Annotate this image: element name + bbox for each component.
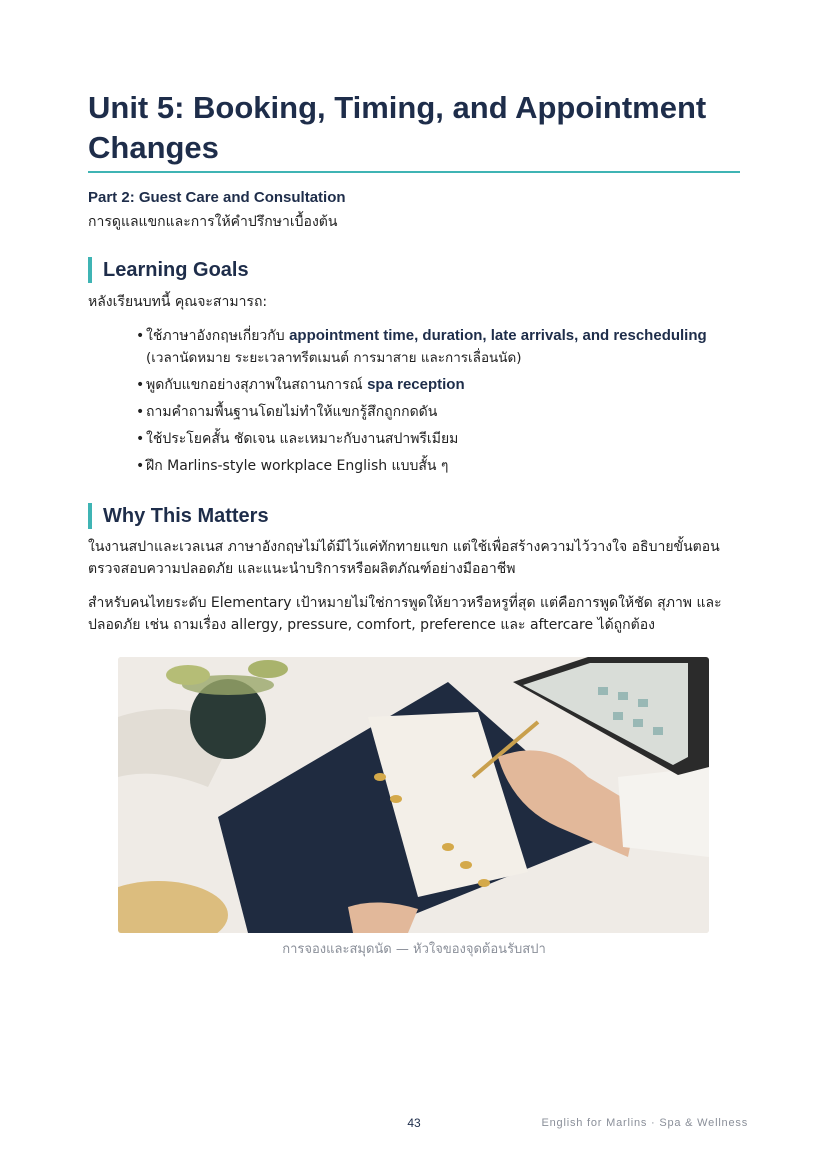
learning-goals-list bbox=[136, 325, 740, 482]
goal-item: • ใช้ภาษาอังกฤษเกี่ยวกับ appointment time, duration, late arrivals, and rescheduling (เวลานัดหมาย ระยะเวลาทรีตเมนต์ การมาสาย และการเลื่อนนัด) bbox=[136, 325, 740, 369]
why-paragraph-1: ในงานสปาและเวลเนส ภาษาอังกฤษไม่ได้มีไว้แค่ทักทายแขก แต่ใช้เพื่อสร้างความไว้วางใจ อธิบายขั้นตอน ตรวจสอบความปลอดภัย และแนะนำบริการหรือผลิตภัณฑ์อย่างมืออาชีพ bbox=[88, 539, 720, 577]
part-title: Part 2: Guest Care and Consultation bbox=[88, 189, 346, 206]
photo-caption: การจองและสมุดนัด — หัวใจของจุดต้อนรับสปา bbox=[282, 942, 546, 957]
goal-item: • ใช้ประโยคสั้น ชัดเจน และเหมาะกับงานสปาพรีเมียม bbox=[136, 428, 740, 450]
learning-goals-intro: หลังเรียนบทนี้ คุณจะสามารถ: bbox=[88, 294, 268, 310]
footer-title: English for Marlins · Spa & Wellness bbox=[541, 1117, 748, 1129]
title-rule bbox=[88, 171, 740, 173]
goal-item: • ฝึก Marlins-style workplace English แบบสั้น ๆ bbox=[136, 455, 740, 477]
learning-goals-heading: Learning Goals bbox=[88, 257, 249, 283]
why-heading: Why This Matters bbox=[88, 503, 269, 529]
why-paragraph-2: สำหรับคนไทยระดับ Elementary เป้าหมายไม่ใช่การพูดให้ยาวหรือหรูที่สุด แต่คือการพูดให้ชัด สุภาพ และปลอดภัย เช่น ถามเรื่อง allergy, pressure, comfort, preference และ aftercare ได้ถูกต้อง bbox=[88, 595, 722, 633]
page-title: Unit 5: Booking, Timing, and Appointment Changes bbox=[88, 90, 707, 165]
part-subtitle: การดูแลแขกและการให้คำปรึกษาเบื้องต้น bbox=[88, 214, 338, 230]
goal-item: • พูดกับแขกอย่างสุภาพในสถานการณ์ spa reception bbox=[136, 374, 740, 396]
planner-photo bbox=[118, 657, 709, 933]
page-number: 43 bbox=[407, 1116, 421, 1130]
goal-item: • ถามคำถามพื้นฐานโดยไม่ทำให้แขกรู้สึกถูกกดดัน bbox=[136, 401, 740, 423]
